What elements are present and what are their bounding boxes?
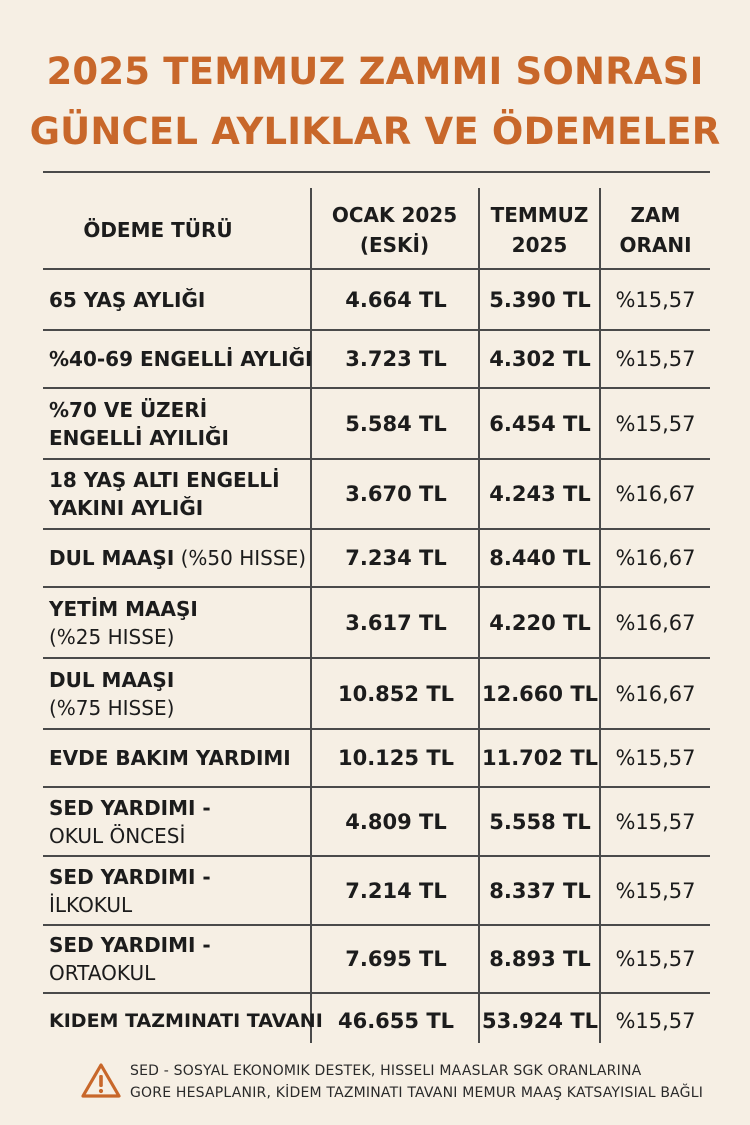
header-rate [601, 191, 710, 269]
footnote [130, 1060, 730, 1104]
payments-table [43, 171, 710, 1043]
row-new-value: 5.390 TL [489, 287, 591, 312]
row-old-value: 3.617 TL [345, 610, 447, 635]
row-old-value: 10.852 TL [337, 681, 455, 706]
row-rate: %16,67 [615, 482, 696, 506]
row-label: %40-69 ENGELLİ AYLIĞI [49, 347, 313, 371]
title-line-2: GÜNCEL AYLIKLAR VE ÖDEMELER [29, 110, 721, 153]
header-rate-line-2: ORANI [619, 233, 692, 257]
row-rate: %15,57 [615, 411, 696, 436]
row-new-value: 8.893 TL [489, 947, 591, 971]
row-old-value: 5.584 TL [345, 411, 447, 436]
row-old-value: 3.723 TL [345, 347, 447, 371]
footnote-line-2: GORE HESAPLANIR, KİDEM TAZMINATI TAVANI MEMUR MAAŞ KATSAYISIAL BAĞLI [130, 1085, 704, 1101]
table-row [43, 389, 710, 458]
header-old-line-1: OCAK 2025 [331, 203, 458, 227]
header-payment-type [43, 191, 273, 269]
row-rate: %15,57 [615, 947, 696, 971]
row-rate: %15,57 [615, 347, 696, 371]
table-row [43, 270, 710, 329]
row-new-value: 5.558 TL [489, 809, 591, 834]
table-row [43, 460, 710, 528]
row-rate: %16,67 [615, 546, 696, 570]
row-new-value: 4.302 TL [489, 347, 591, 371]
row-label: EVDE BAKIM YARDIMI [49, 746, 291, 770]
header-payment-type-label: ÖDEME TÜRÜ [83, 218, 233, 242]
row-old-value: 4.809 TL [345, 809, 447, 834]
row-new-value: 8.337 TL [489, 878, 591, 903]
row-new-value: 6.454 TL [489, 411, 591, 436]
row-rate: %16,67 [615, 681, 696, 706]
row-label: SED YARDIMI - İLKOKUL [49, 864, 211, 917]
header-new [480, 191, 599, 269]
footnote-line-1: SED - SOSYAL EKONOMIK DESTEK, HISSELI MAASLAR SGK ORANLARINA [130, 1063, 642, 1079]
row-label: SED YARDIMI - ORTAOKUL [49, 933, 211, 985]
header-old [311, 191, 478, 269]
row-new-value: 8.440 TL [489, 546, 591, 570]
row-label: 65 YAŞ AYLIĞI [49, 287, 206, 312]
table-row [43, 588, 710, 657]
row-rate: %15,57 [615, 1009, 696, 1033]
row-rate: %15,57 [615, 746, 696, 770]
row-label: SED YARDIMI - OKUL ÖNCESİ [49, 795, 211, 848]
table-row [43, 659, 710, 728]
table-row [43, 530, 710, 586]
row-old-value: 7.234 TL [345, 546, 447, 570]
row-new-value: 4.243 TL [489, 482, 591, 506]
row-rate: %16,67 [615, 610, 696, 635]
table-row [43, 926, 710, 992]
table-row [43, 994, 710, 1048]
row-old-value: 46.655 TL [337, 1009, 455, 1033]
row-new-value: 53.924 TL [481, 1009, 599, 1033]
row-old-value: 10.125 TL [337, 746, 455, 770]
table-row [43, 331, 710, 387]
row-label: KIDEM TAZMINATI TAVANI [49, 1010, 323, 1032]
row-old-value: 3.670 TL [345, 482, 447, 506]
row-label: YETİM MAAŞI (%25 HISSE) [49, 596, 198, 649]
row-new-value: 11.702 TL [481, 746, 599, 770]
header-old-line-2: (ESKİ) [359, 233, 430, 257]
row-old-value: 4.664 TL [345, 287, 447, 312]
row-label: %70 VE ÜZERİ ENGELLİ AYILIĞI [49, 397, 229, 450]
row-label: DUL MAAŞI (%50 HISSE) [49, 546, 307, 570]
row-label: 18 YAŞ ALTI ENGELLİ YAKINI AYLIĞI [49, 468, 280, 520]
row-new-value: 12.660 TL [481, 681, 599, 706]
table-top-rule [43, 171, 710, 173]
row-new-value: 4.220 TL [489, 610, 591, 635]
warning-icon [80, 1062, 122, 1104]
header-rate-line-1: ZAM [630, 203, 681, 227]
row-label: DUL MAAŞI (%75 HISSE) [49, 667, 175, 720]
title-line-1: 2025 TEMMUZ ZAMMI SONRASI [46, 50, 704, 93]
header-new-line-1: TEMMUZ [490, 203, 589, 227]
page-title [0, 42, 750, 162]
header-new-line-2: 2025 [511, 233, 568, 257]
table-row [43, 730, 710, 786]
table-row [43, 788, 710, 855]
row-rate: %15,57 [615, 287, 696, 312]
row-old-value: 7.214 TL [345, 878, 447, 903]
table-row [43, 857, 710, 924]
row-rate: %15,57 [615, 878, 696, 903]
row-old-value: 7.695 TL [345, 947, 447, 971]
row-rate: %15,57 [615, 809, 696, 834]
